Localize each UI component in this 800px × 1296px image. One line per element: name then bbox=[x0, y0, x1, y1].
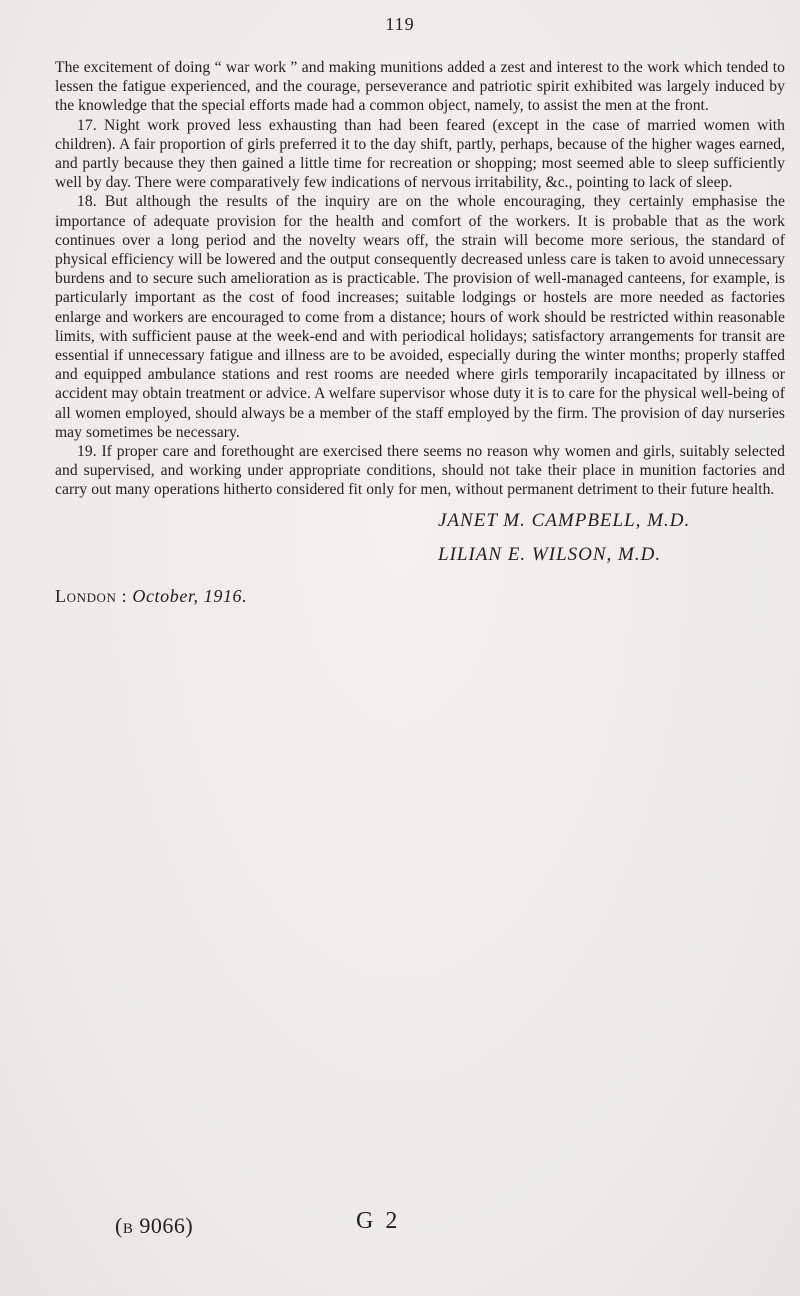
body-text bbox=[55, 58, 785, 500]
signature-block bbox=[438, 504, 690, 572]
printer-code-letter: B bbox=[122, 1221, 134, 1237]
signature-campbell: JANET M. CAMPBELL, M.D. bbox=[438, 510, 691, 531]
place-label: London : bbox=[55, 586, 128, 606]
printer-code-number: 9066) bbox=[139, 1213, 194, 1238]
place-date-line bbox=[55, 586, 247, 607]
signature-mark: G 2 bbox=[356, 1208, 401, 1234]
paragraph-intro: The excitement of doing “ war work ” and making munitions added a zest and interest to the work which tended to lessen the fatigue experienced, and the courage, perseverance and patriotic spirit exhibited was largely induced by the knowledge that the special efforts made had a common object, namely, to assist the men at the front. bbox=[55, 59, 785, 115]
printer-code bbox=[115, 1213, 193, 1239]
paragraph-19: 19. If proper care and forethought are exercised there seems no reason why women and girls, suitably selected and supervised, and working under appropriate conditions, should not take their place in munition factories and carry out many operations hitherto considered fit only for men, without permanent detriment to their future health. bbox=[55, 443, 785, 499]
page-number: 119 bbox=[385, 14, 415, 34]
date-label: October, 1916. bbox=[132, 586, 248, 606]
signature-wilson: LILIAN E. WILSON, M.D. bbox=[438, 544, 662, 565]
paragraph-18: 18. But although the results of the inquiry are on the whole encouraging, they certainly emphasise the importance of adequate provision for the health and comfort of the workers. It is probable that as the work continues over a long period and the novelty wears off, the strain will become more serious, the standard of physical efficiency will be lowered and the output consequently decreased unless care is taken to avoid unnecessary burdens and to secure such amelioration as is practicable. The provision of well-managed canteens, for example, is particularly important as the cost of food increases; suitable lodgings or hostels are more needed as factories enlarge and workers are encouraged to come from a distance; hours of work should be restricted within reasonable limits, with sufficient pause at the week-end and with periodical holidays; satisfactory arrangements for transit are essential if unnecessary fatigue and illness are to be avoided, especially during the winter months; properly staffed and equipped ambulance stations and rest rooms are needed where girls temporarily incapacitated by illness or accident may obtain treatment or advice. A welfare supervisor whose duty it is to care for the physical well-being of all women employed, should always be a member of the staff employed by the firm. The provision of day nurseries may sometimes be necessary. bbox=[55, 193, 785, 441]
printer-code-open: ( bbox=[115, 1213, 123, 1238]
paragraph-17: 17. Night work proved less exhausting than had been feared (except in the case of married women with children). A fair proportion of girls preferred it to the day shift, partly, perhaps, because of the higher wages earned, and partly because they then gained a little time for recreation or shopping; most seemed able to sleep sufficiently well by day. There were comparatively few indications of nervous irritability, &c., pointing to lack of sleep. bbox=[55, 116, 785, 192]
